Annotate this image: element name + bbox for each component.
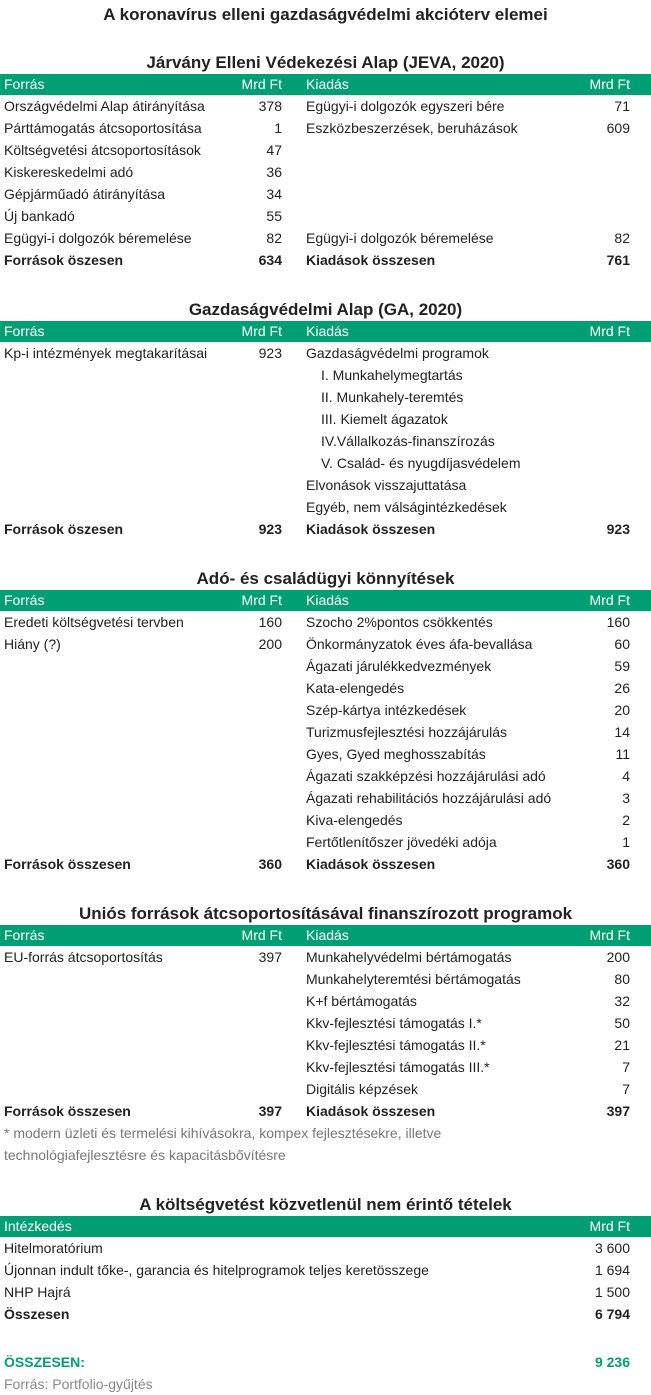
measure-value: 1 694 — [594, 1262, 630, 1278]
source-value: 34 — [266, 186, 282, 202]
header-source: Forrás — [4, 323, 45, 339]
table-row — [0, 1237, 651, 1259]
grand-total-value: 9 236 — [594, 1354, 630, 1370]
expense-label: II. Munkahely-teremtés — [321, 389, 464, 405]
expense-value: 609 — [606, 120, 630, 136]
expense-total-label: Kiadások összesen — [306, 252, 436, 268]
table-row — [0, 139, 651, 161]
source-value: 82 — [266, 230, 282, 246]
table-row — [0, 787, 651, 809]
table-row — [0, 1034, 651, 1056]
table-row — [0, 452, 651, 474]
table-row — [0, 1056, 651, 1078]
expense-value: 71 — [614, 98, 630, 114]
expense-label: Kkv-fejlesztési támogatás I.* — [306, 1015, 482, 1031]
expense-value: 7 — [622, 1081, 630, 1097]
expense-value: 50 — [614, 1015, 630, 1031]
total-row — [0, 1100, 651, 1122]
measure-label: Hitelmoratórium — [4, 1240, 103, 1256]
section-title: Járvány Elleni Védekezési Alap (JEVA, 2020) — [146, 53, 505, 72]
expense-label: Fertőtlenítőszer jövedéki adója — [306, 834, 497, 850]
header-unit: Mrd Ft — [241, 76, 282, 92]
expense-label: Gazdaságvédelmi programok — [306, 345, 489, 361]
table-row — [0, 743, 651, 765]
expense-value: 60 — [614, 636, 630, 652]
expense-value: 1 — [622, 834, 630, 850]
table-row — [0, 1259, 651, 1281]
header-expense: Kiadás — [306, 927, 349, 943]
section-title: A költségvetést közvetlenül nem érintő tételek — [139, 1195, 512, 1214]
table-row — [0, 205, 651, 227]
expense-value: 7 — [622, 1059, 630, 1075]
source-value: 200 — [258, 636, 282, 652]
expense-label: Elvonások visszajuttatása — [306, 477, 467, 493]
expense-value: 80 — [614, 971, 630, 987]
expense-label: Kkv-fejlesztési támogatás II.* — [306, 1037, 486, 1053]
header-unit: Mrd Ft — [589, 592, 630, 608]
expense-label: I. Munkahelymegtartás — [321, 367, 463, 383]
table-row — [0, 117, 651, 139]
expense-label: Eszközbeszerzések, beruházások — [306, 120, 518, 136]
source-note: Forrás: Portfolio-gyűjtés — [4, 1376, 153, 1392]
table-row — [0, 968, 651, 990]
expense-label: K+f bértámogatás — [306, 993, 417, 1009]
expense-value: 26 — [614, 680, 630, 696]
table-row — [0, 430, 651, 452]
source-total-label: Források öszesen — [4, 252, 124, 268]
source-label: Gépjárműadó átirányítása — [4, 186, 166, 202]
header-expense: Kiadás — [306, 76, 349, 92]
section-title: Adó- és családügyi könnyítések — [196, 569, 455, 588]
header-unit: Mrd Ft — [589, 1218, 630, 1234]
total-label: Összesen — [4, 1306, 70, 1322]
expense-label: Önkormányzatok éves áfa-bevallása — [306, 636, 533, 652]
table-row — [0, 364, 651, 386]
table-row — [0, 809, 651, 831]
expense-label: Munkahelyteremtési bértámogatás — [306, 971, 521, 987]
expense-total-value: 923 — [606, 521, 630, 537]
expense-label: Szép-kártya intézkedések — [306, 702, 467, 718]
expense-label: Gyes, Gyed meghosszabítás — [306, 746, 486, 762]
table-row — [0, 721, 651, 743]
expense-value: 21 — [614, 1037, 630, 1053]
source-total-label: Források öszesen — [4, 521, 124, 537]
source-label: EU-forrás átcsoportosítás — [4, 949, 163, 965]
expense-label: V. Család- és nyugdíjasvédelem — [321, 455, 521, 471]
section-title: Gazdaságvédelmi Alap (GA, 2020) — [188, 300, 463, 319]
expense-total-value: 360 — [606, 856, 630, 872]
total-row — [0, 1303, 651, 1325]
expense-label: Ágazati szakképzési hozzájárulási adó — [306, 768, 546, 784]
expense-value: 11 — [615, 746, 630, 762]
page-title: A koronavírus elleni gazdaságvédelmi akcióterv elemei — [103, 5, 548, 24]
expense-value: 160 — [606, 614, 630, 630]
table-row — [0, 1078, 651, 1100]
expense-label: Kata-elengedés — [306, 680, 405, 696]
expense-value: 2 — [622, 812, 630, 828]
table-row — [0, 161, 651, 183]
expense-label: Kkv-fejlesztési támogatás III.* — [306, 1059, 490, 1075]
table-row — [0, 765, 651, 787]
header-measure: Intézkedés — [4, 1218, 72, 1234]
expense-label: Egyéb, nem válságintézkedések — [306, 499, 507, 515]
header-source: Forrás — [4, 76, 45, 92]
expense-label: Ágazati rehabilitációs hozzájárulási adó — [306, 790, 552, 806]
source-value: 1 — [274, 120, 282, 136]
source-label: Eredeti költségvetési tervben — [4, 614, 184, 630]
footnote — [0, 1122, 651, 1166]
table-row — [0, 677, 651, 699]
table-header — [0, 1216, 651, 1237]
header-unit: Mrd Ft — [241, 323, 282, 339]
source-label: Új bankadó — [4, 208, 75, 224]
measure-value: 1 500 — [594, 1284, 630, 1300]
table-row — [0, 990, 651, 1012]
table-row — [0, 699, 651, 721]
expense-label: Kiva-elengedés — [306, 812, 403, 828]
expense-value: 3 — [622, 790, 630, 806]
expense-label: Turizmusfejlesztési hozzájárulás — [306, 724, 507, 740]
source-value: 160 — [258, 614, 282, 630]
header-unit: Mrd Ft — [241, 592, 282, 608]
source-value: 55 — [266, 208, 282, 224]
source-label: Országvédelmi Alap átirányítása — [4, 98, 205, 114]
section-eu-funds — [0, 903, 651, 1166]
source-total-value: 397 — [258, 1103, 282, 1119]
table-row — [0, 1281, 651, 1303]
table-row — [0, 474, 651, 496]
table-row — [0, 633, 651, 655]
source-total-label: Források összesen — [4, 1103, 131, 1119]
expense-value: 20 — [614, 702, 630, 718]
expense-value: 59 — [614, 658, 630, 674]
source-total-value: 360 — [258, 856, 282, 872]
expense-value: 200 — [606, 949, 630, 965]
expense-label: Egügyi-i dolgozók egyszeri bére — [306, 98, 505, 114]
expense-label: Munkahelyvédelmi bértámogatás — [306, 949, 512, 965]
expense-value: 32 — [614, 993, 630, 1009]
section-offbudget — [0, 1194, 651, 1325]
expense-total-value: 397 — [606, 1103, 630, 1119]
source-total-label: Források összesen — [4, 856, 131, 872]
table-row — [0, 946, 651, 968]
source-value: 47 — [266, 142, 282, 158]
header-unit: Mrd Ft — [241, 927, 282, 943]
section-ga — [0, 299, 651, 540]
table-row — [0, 342, 651, 364]
expense-value: 4 — [622, 768, 630, 784]
header-expense: Kiadás — [306, 592, 349, 608]
source-value: 397 — [258, 949, 282, 965]
table-header — [0, 590, 651, 611]
header-source: Forrás — [4, 927, 45, 943]
footnote-line: technológiafejlesztésre és kapacitásbővítésre — [4, 1147, 286, 1163]
expense-total-label: Kiadások összesen — [306, 1103, 436, 1119]
source-label: Költségvetési átcsoportosítások — [4, 142, 201, 158]
table-row — [0, 496, 651, 518]
source-value: 923 — [258, 345, 282, 361]
table-row — [0, 408, 651, 430]
source-total-value: 634 — [258, 252, 282, 268]
table-row — [0, 831, 651, 853]
section-tax-family — [0, 568, 651, 875]
total-row — [0, 853, 651, 875]
source-value: 36 — [266, 164, 282, 180]
total-row — [0, 249, 651, 271]
expense-label: Digitális képzések — [306, 1081, 419, 1097]
measure-label: Újonnan indult tőke-, garancia és hitelprogramok teljes keretösszege — [4, 1262, 429, 1278]
table-row — [0, 95, 651, 117]
grand-total-label: ÖSSZESEN: — [4, 1354, 85, 1370]
footnote-line: * modern üzleti és termelési kihívásokra, kompex fejlesztésekre, illetve — [4, 1125, 442, 1141]
source-value: 378 — [258, 98, 282, 114]
source-label: Párttámogatás átcsoportosítása — [4, 120, 202, 136]
table-row — [0, 1012, 651, 1034]
table-row — [0, 227, 651, 249]
section-title: Uniós források átcsoportosításával finanszírozott programok — [78, 904, 573, 923]
source-label: Egügyi-i dolgozók béremelése — [4, 230, 192, 246]
expense-total-label: Kiadások összesen — [306, 521, 436, 537]
source-label: Kp-i intézmények megtakarításai — [4, 345, 208, 361]
grand-total-row — [0, 1351, 651, 1373]
table-row — [0, 655, 651, 677]
expense-label: Ágazati járulékkedvezmények — [306, 658, 492, 674]
table-header — [0, 321, 651, 342]
section-jeva — [0, 52, 651, 271]
table-header — [0, 74, 651, 95]
header-source: Forrás — [4, 592, 45, 608]
expense-label: Szocho 2%pontos csökkentés — [306, 614, 493, 630]
table-row — [0, 386, 651, 408]
total-value: 6 794 — [594, 1306, 630, 1322]
measure-value: 3 600 — [594, 1240, 630, 1256]
expense-value: 82 — [614, 230, 630, 246]
table-row — [0, 611, 651, 633]
table-row — [0, 183, 651, 205]
expense-total-value: 761 — [606, 252, 630, 268]
source-label: Hiány (?) — [4, 636, 61, 652]
measure-label: NHP Hajrá — [4, 1284, 71, 1300]
table-header — [0, 925, 651, 946]
expense-label: IV.Vállalkozás-finanszírozás — [321, 433, 495, 449]
expense-total-label: Kiadások összesen — [306, 856, 436, 872]
source-label: Kiskereskedelmi adó — [4, 164, 134, 180]
header-unit: Mrd Ft — [589, 323, 630, 339]
expense-label: Egügyi-i dolgozók béremelése — [306, 230, 494, 246]
header-expense: Kiadás — [306, 323, 349, 339]
header-unit: Mrd Ft — [589, 927, 630, 943]
expense-label: III. Kiemelt ágazatok — [321, 411, 448, 427]
total-row — [0, 518, 651, 540]
expense-value: 14 — [614, 724, 630, 740]
header-unit: Mrd Ft — [589, 76, 630, 92]
source-total-value: 923 — [258, 521, 282, 537]
